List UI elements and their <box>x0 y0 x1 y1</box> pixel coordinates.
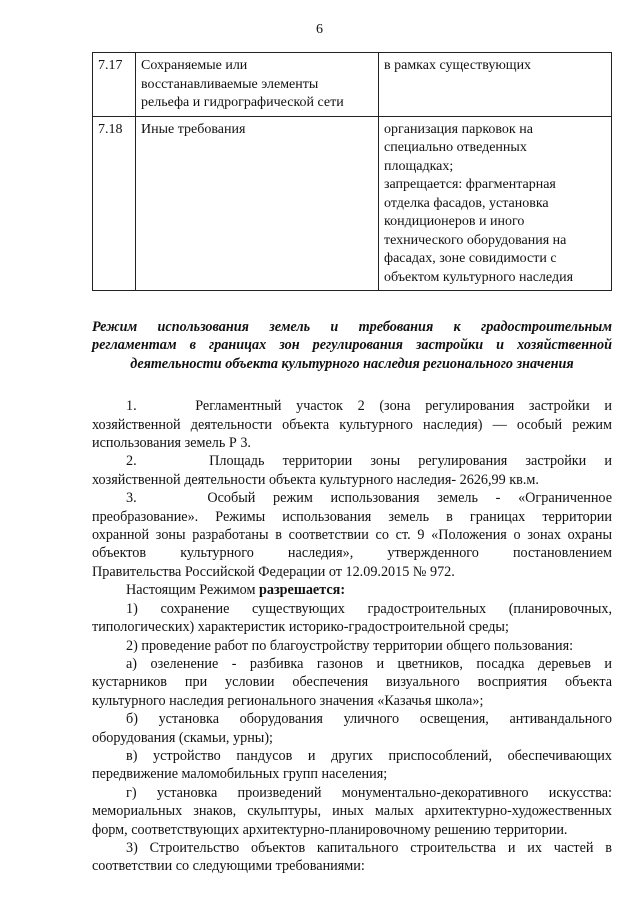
text-line: преобразование». Режимы использования земель в границах территории <box>92 508 612 525</box>
text-line: а) озеленение - разбивка газонов и цветников, посадка деревьев и <box>126 655 612 672</box>
requirements-table <box>92 52 612 291</box>
heading-line: деятельности объекта культурного наследия регионального значения <box>130 355 574 372</box>
text-line: 1. Регламентный участок 2 (зона регулирования застройки и <box>126 398 612 415</box>
text-line: в рамках существующих <box>384 58 532 73</box>
text-line: объектов культурного наследия», утвержденного постановлением <box>92 545 612 562</box>
paragraph <box>92 747 612 784</box>
paragraph <box>92 784 612 839</box>
text-line: соответствии со следующими требованиями: <box>92 858 365 875</box>
text-line: Иные требования <box>141 121 246 137</box>
paragraph <box>92 489 612 581</box>
text-line: Сохраняемые или <box>141 58 248 73</box>
text-line: хозяйственной деятельности объекта культурного наследия) — особый режим <box>92 416 612 433</box>
text-line: форм, соответствующих архитектурно-планировочному решению территории. <box>92 821 568 838</box>
text-line: Правительства Российской Федерации от 12.09.2015 № 972. <box>92 563 455 580</box>
row-number: 7.17 <box>93 53 136 117</box>
page-number: 6 <box>316 22 323 37</box>
table-row <box>93 53 612 117</box>
text-line: 1) сохранение существующих градостроительных (планировочных, <box>126 600 612 617</box>
text-line: охранной зоны разработаны в соответствии со ст. 9 «Положения о зонах охраны <box>92 527 612 544</box>
paragraph <box>92 655 612 710</box>
text-line: восстанавливаемые элементы <box>141 76 319 92</box>
row-value <box>379 53 612 117</box>
text-line: типологических) характеристик историко-градостроительной среды; <box>92 619 509 636</box>
paragraph <box>92 397 612 452</box>
text-line: оборудования (скамьи, урны); <box>92 729 274 746</box>
paragraph <box>92 600 612 637</box>
text-line: специально отведенных <box>384 140 527 155</box>
paragraph <box>92 710 612 747</box>
section-heading <box>92 318 612 373</box>
text-line: запрещается: фрагментарная <box>384 177 556 192</box>
paragraph <box>92 452 612 489</box>
heading-line: регламентам в границах зон регулирования застройки и хозяйственной <box>92 337 612 354</box>
text-line: передвижение маломобильных групп населения; <box>92 766 388 783</box>
table-row <box>93 116 612 291</box>
row-number: 7.18 <box>93 116 136 291</box>
text-line: 2) проведение работ по благоустройству территории общего пользования: <box>126 637 574 654</box>
document-body <box>92 318 612 876</box>
text-line: 2. Площадь территории зоны регулирования застройки и <box>126 453 612 470</box>
text-line: кустарников при условии обеспечения визуального восприятия объекта <box>92 674 612 691</box>
text-line: б) установка оборудования уличного освещения, антивандального <box>126 711 612 728</box>
row-name <box>136 116 379 291</box>
text-line: культурного наследия регионального значения «Казачья школа»; <box>92 692 484 709</box>
text-line: в) устройство пандусов и других приспособлений, обеспечивающих <box>126 747 612 764</box>
lead-text: Настоящим Режимом <box>126 582 259 599</box>
text-line: фасадах, зоне совидимости с <box>384 251 557 266</box>
text-line: рельефа и гидрографической сети <box>141 95 344 110</box>
text-line: использования земель Р 3. <box>92 435 251 452</box>
text-line <box>92 581 612 599</box>
paragraph <box>92 581 612 599</box>
bold-text: разрешается: <box>258 582 346 599</box>
text-line: площадках; <box>384 158 454 174</box>
text-line: 3) Строительство объектов капитального строительства и их частей в <box>126 839 612 856</box>
text-line: мемориальных знаков, скульптуры, иных малых архитектурно-художественных <box>92 803 612 820</box>
text-line: хозяйственной деятельности объекта культурного наследия- 2626,99 кв.м. <box>92 471 539 488</box>
row-name <box>136 53 379 117</box>
text-line: 3. Особый режим использования земель - «Ограниченное <box>126 490 612 507</box>
text-line: технического оборудования на <box>384 232 567 248</box>
text-line: кондиционеров и иного <box>384 214 525 229</box>
paragraph <box>92 637 612 655</box>
paragraph <box>92 839 612 876</box>
text-line: объектом культурного наследия <box>384 269 574 285</box>
text-line: организация парковок на <box>384 121 533 137</box>
paragraph-list <box>92 397 612 876</box>
text-line: г) установка произведений монументально-декоративного искусства: <box>126 784 612 801</box>
heading-line: Режим использования земель и требования к градостроительным <box>92 319 612 335</box>
row-value <box>379 116 612 291</box>
text-line: отделка фасадов, установка <box>384 195 549 211</box>
